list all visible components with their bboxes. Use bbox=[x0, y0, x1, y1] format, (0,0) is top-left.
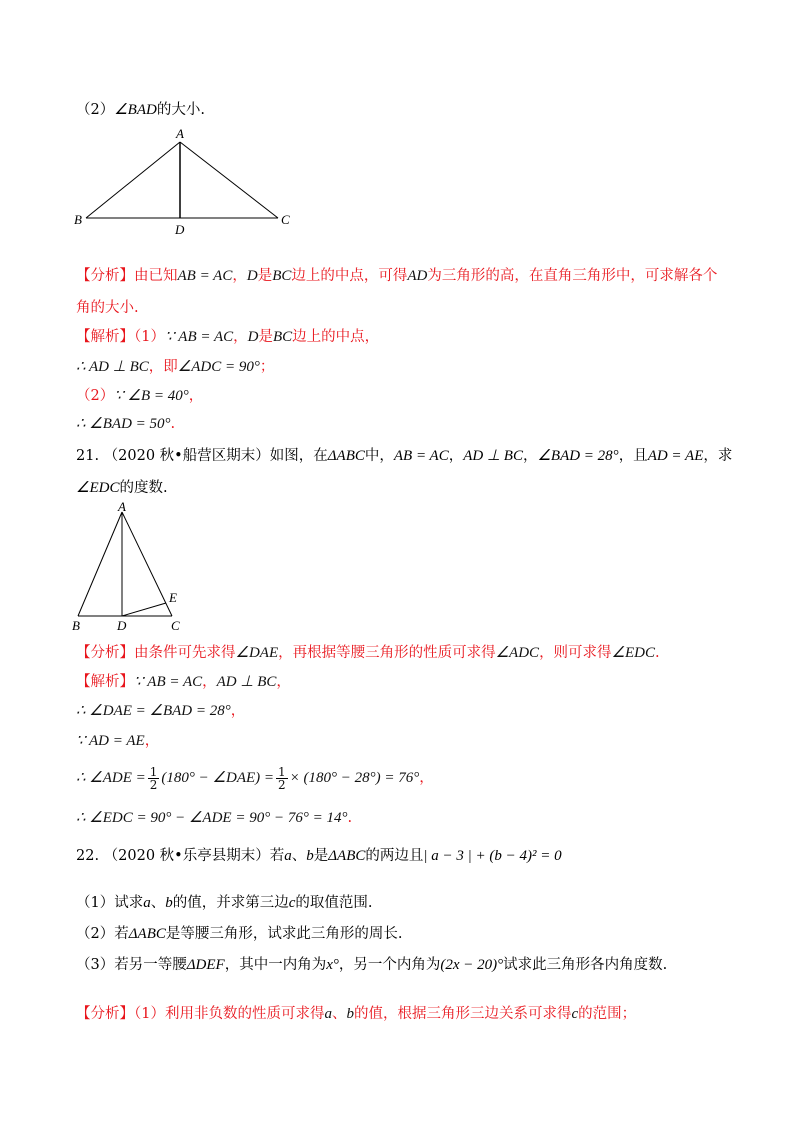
q21-solution-line1 bbox=[76, 672, 291, 692]
math-expr: b bbox=[346, 1006, 354, 1022]
side-ab bbox=[86, 142, 180, 218]
side-ab bbox=[78, 512, 122, 616]
text: . bbox=[655, 645, 660, 661]
analysis-tag: 【分析】 bbox=[76, 1006, 134, 1022]
math-expr: ΔABC bbox=[327, 448, 365, 464]
question-number: 21. bbox=[76, 448, 100, 464]
segment-de bbox=[122, 603, 166, 616]
math-expr: a bbox=[143, 895, 151, 911]
math-expr: a bbox=[284, 848, 292, 864]
text: 中， bbox=[364, 448, 394, 464]
math-expr: D bbox=[247, 329, 259, 345]
text: 的范围； bbox=[578, 1006, 637, 1022]
text: 由已知 bbox=[134, 268, 178, 284]
text: ，再根据等腰三角形的性质可求得 bbox=[278, 645, 496, 661]
solution-tag: 【解析】 bbox=[76, 674, 134, 690]
text: 是 bbox=[257, 268, 273, 284]
text: 、 bbox=[331, 1006, 347, 1022]
math-expr: ΔABC bbox=[128, 926, 166, 942]
text: ，求 bbox=[703, 448, 733, 464]
text: 的两边且 bbox=[365, 848, 424, 864]
text: （1）试求 bbox=[76, 895, 144, 911]
math-expr: | a − 3 | + (b − 4)² = 0 bbox=[423, 848, 562, 864]
q21-solution-line5 bbox=[76, 808, 352, 828]
math-expr: c bbox=[288, 895, 296, 911]
math-expr: ΔABC bbox=[328, 848, 366, 864]
text: 试求此三角形各内角度数. bbox=[503, 957, 668, 973]
text: （2）若 bbox=[76, 926, 129, 942]
text: ， bbox=[522, 448, 538, 464]
q21-analysis bbox=[76, 643, 660, 663]
triangle-figure-1 bbox=[72, 128, 302, 238]
text: 是等腰三角形，试求此三角形的周长. bbox=[165, 926, 403, 942]
q21-solution-line2 bbox=[76, 701, 245, 721]
math-expr: ∴ ∠ADE = bbox=[76, 770, 146, 786]
text: . bbox=[170, 416, 176, 432]
math-expr: ∠EDC bbox=[611, 645, 656, 661]
math-expr: ∠DAE bbox=[235, 645, 279, 661]
math-expr: ∠ADC = 90° bbox=[177, 359, 260, 375]
fraction-half bbox=[276, 766, 288, 791]
frac-numerator: 1 bbox=[149, 764, 158, 779]
fraction-half bbox=[148, 766, 160, 791]
q22-analysis bbox=[76, 1004, 636, 1024]
text: ，另一个内角为 bbox=[338, 957, 441, 973]
math-expr: a bbox=[324, 1006, 332, 1022]
vertex-label-e: E bbox=[169, 590, 177, 605]
math-expr: b bbox=[165, 895, 173, 911]
text: （2） bbox=[76, 388, 115, 404]
q21-question-line2 bbox=[76, 478, 168, 498]
vertex-label-b: B bbox=[72, 618, 80, 633]
text: ， bbox=[233, 329, 248, 345]
q21-solution-line3 bbox=[76, 731, 159, 751]
text: （2020 秋•船营区期末）如图，在 bbox=[103, 448, 328, 464]
triangle-figure-2 bbox=[68, 500, 193, 635]
math-expr: ∵ AD = AE bbox=[76, 733, 145, 749]
math-expr: c bbox=[571, 1006, 579, 1022]
question-number: 22. bbox=[76, 848, 100, 864]
q22-part3 bbox=[76, 955, 667, 975]
math-expr: (180° − ∠DAE) = bbox=[161, 770, 275, 786]
math-expr: AD ⊥ BC bbox=[216, 674, 277, 690]
vertex-label-c: C bbox=[171, 618, 180, 633]
math-expr: ∴ ∠BAD = 50° bbox=[76, 416, 171, 432]
text: ， bbox=[144, 733, 160, 749]
text: （3）若另一等腰 bbox=[76, 957, 187, 973]
vertex-label-d: D bbox=[117, 618, 127, 633]
side-ac bbox=[180, 142, 278, 218]
vertex-label-a: A bbox=[118, 500, 126, 514]
text: 是 bbox=[258, 329, 273, 345]
text: （2020 秋•乐亭县期末）若 bbox=[103, 848, 285, 864]
text: 角的大小. bbox=[76, 300, 139, 316]
text: ， bbox=[448, 448, 464, 464]
math-expr: ∵ AB = AC bbox=[164, 329, 234, 345]
math-expr: ΔDEF bbox=[186, 957, 225, 973]
side-ac bbox=[122, 512, 172, 616]
math-expr: AD bbox=[407, 268, 428, 284]
analysis-tag: 【分析】 bbox=[76, 268, 134, 284]
q21-question-line1 bbox=[76, 446, 732, 466]
text: 由条件可先求得 bbox=[134, 645, 236, 661]
q22-part1 bbox=[76, 893, 373, 913]
q20-solution-line4 bbox=[76, 414, 175, 434]
math-expr: x° bbox=[326, 957, 339, 973]
math-expr: AB = AC bbox=[393, 448, 449, 464]
text: ，则可求得 bbox=[539, 645, 612, 661]
frac-numerator: 1 bbox=[278, 764, 286, 779]
q20-analysis-line1 bbox=[76, 266, 717, 286]
q21-solution-line4 bbox=[76, 764, 434, 792]
text: （1）利用非负数的性质可求得 bbox=[134, 1006, 325, 1022]
text: ， bbox=[202, 674, 217, 690]
text: 的度数. bbox=[119, 480, 168, 496]
math-expr: × (180° − 28°) = 76° bbox=[289, 770, 420, 786]
text: ， bbox=[419, 770, 434, 786]
text: ， bbox=[230, 703, 246, 719]
math-expr: AD ⊥ BC bbox=[463, 448, 523, 464]
text: 、 bbox=[291, 848, 307, 864]
text: ， bbox=[232, 268, 247, 284]
math-expr: ∴ ∠EDC = 90° − ∠ADE = 90° − 76° = 14° bbox=[76, 810, 348, 826]
vertex-label-c: C bbox=[281, 212, 290, 227]
math-expr: ∠BAD = 28° bbox=[537, 448, 619, 464]
math-expr: D bbox=[246, 268, 258, 284]
text: ，且 bbox=[618, 448, 648, 464]
text: ， bbox=[276, 674, 291, 690]
math-expr: BC bbox=[272, 268, 292, 284]
text: ； bbox=[259, 359, 275, 375]
math-expr: AB = AC bbox=[177, 268, 233, 284]
math-expr: b bbox=[306, 848, 314, 864]
solution-tag: 【解析】 bbox=[76, 329, 134, 345]
text: 的值，根据三角形三边关系可求得 bbox=[353, 1006, 572, 1022]
text: 是 bbox=[313, 848, 329, 864]
q20-solution-line1 bbox=[76, 327, 379, 347]
q22-question-line1 bbox=[76, 846, 562, 866]
part-text: 的大小. bbox=[156, 102, 205, 118]
math-expr: ∵ ∠B = 40° bbox=[114, 388, 189, 404]
math-expr: ∠EDC bbox=[76, 480, 120, 496]
q20-solution-line3 bbox=[76, 386, 203, 406]
vertex-label-a: A bbox=[176, 128, 184, 141]
frac-denominator: 2 bbox=[149, 777, 158, 792]
text: . bbox=[347, 810, 353, 826]
vertex-label-d: D bbox=[175, 222, 185, 237]
text: 边上的中点， bbox=[292, 329, 380, 345]
vertex-label-b: B bbox=[74, 212, 82, 227]
q20-solution-line2 bbox=[76, 357, 274, 377]
q22-part2 bbox=[76, 924, 402, 944]
part-label: （2） bbox=[76, 102, 115, 118]
math-expr: ∴ ∠DAE = ∠BAD = 28° bbox=[76, 703, 231, 719]
frac-denominator: 2 bbox=[278, 777, 286, 792]
text: 的值，并求第三边 bbox=[172, 895, 289, 911]
text: （1） bbox=[134, 329, 165, 345]
math-expr: (2x − 20)° bbox=[440, 957, 504, 973]
text: ， bbox=[188, 388, 204, 404]
math-expr: ∠ADC bbox=[495, 645, 540, 661]
math-expr: ∵ AB = AC bbox=[134, 674, 203, 690]
text: 、 bbox=[150, 895, 166, 911]
q20-analysis-line2 bbox=[76, 298, 139, 318]
analysis-tag: 【分析】 bbox=[76, 645, 134, 661]
math-expr: AD = AE bbox=[647, 448, 704, 464]
q20-part2 bbox=[76, 100, 205, 120]
text: ，即 bbox=[148, 359, 178, 375]
math-expr: BC bbox=[272, 329, 293, 345]
text: 边上的中点，可得 bbox=[291, 268, 408, 284]
text: 的取值范围. bbox=[295, 895, 373, 911]
math-expr: ∠BAD bbox=[114, 102, 157, 118]
text: ，其中一内角为 bbox=[224, 957, 327, 973]
text: 为三角形的高，在直角三角形中，可求解各个 bbox=[427, 268, 718, 284]
math-expr: ∴ AD ⊥ BC bbox=[76, 359, 149, 375]
